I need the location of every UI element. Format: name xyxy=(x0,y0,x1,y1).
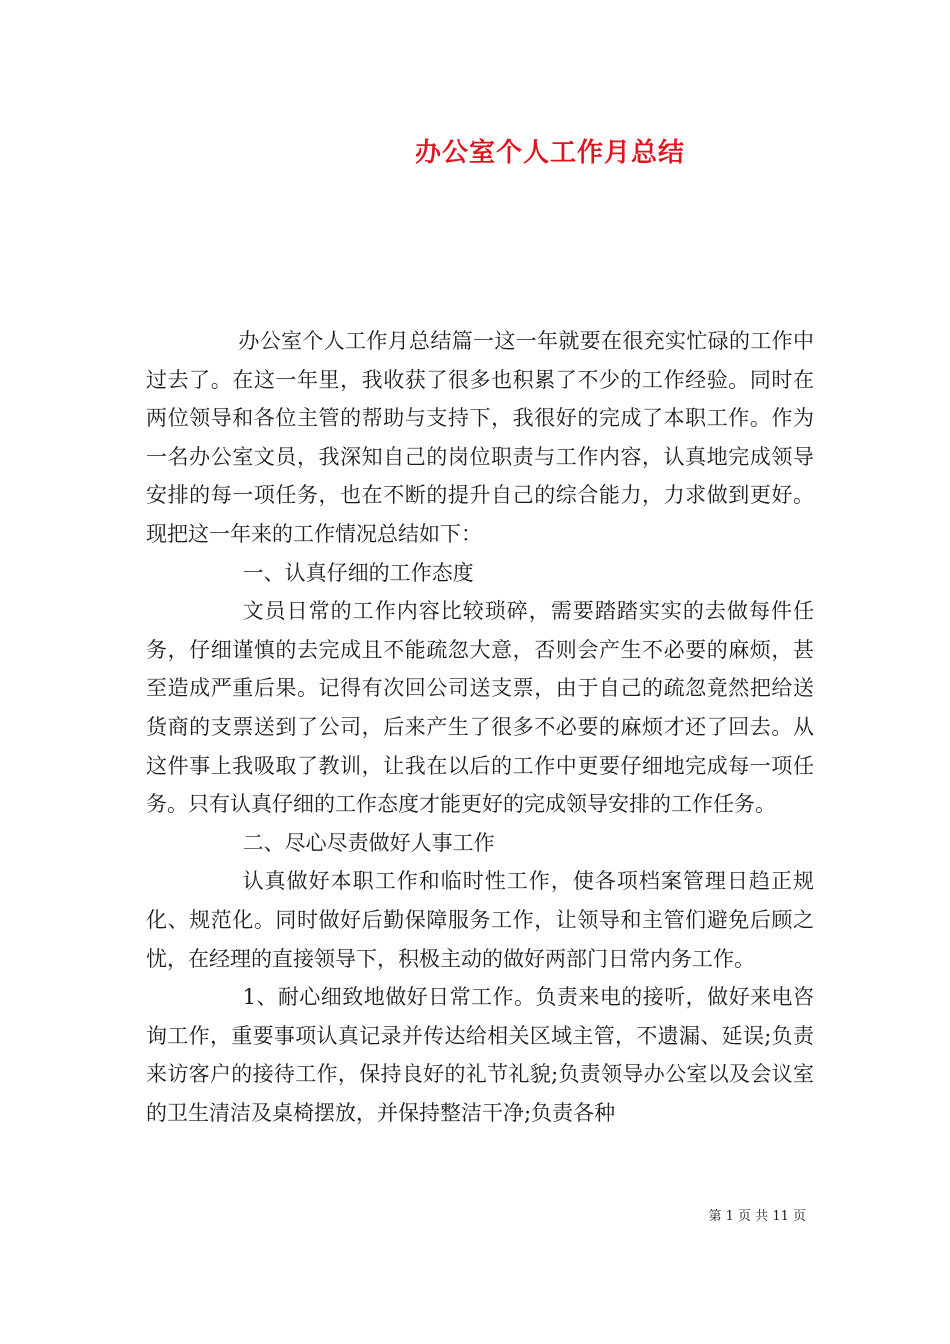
paragraph-item-1: 1、耐心细致地做好日常工作。负责来电的接听，做好来电咨询工作，重要事项认真记录并传达给相关区域主管，不遗漏、延误;负责来访客户的接待工作，保持良好的礼节礼貌;负责领导办公室以及会议室的卫生清洁及桌椅摆放，并保持整洁干净;负责各种 xyxy=(146,985,814,1125)
page-number-footer: 第 1 页 共 11 页 xyxy=(708,1209,806,1224)
document-title: 办公室个人工作月总结 xyxy=(414,138,685,168)
paragraph-section-2: 认真做好本职工作和临时性工作，使各项档案管理日趋正规化、规范化。同时做好后勤保障服务工作，让领导和主管们避免后顾之忧，在经理的直接领导下，积极主动的做好两部门日常内务工作。 xyxy=(146,869,814,971)
section-heading-1: 一、认真仔细的工作态度 xyxy=(242,560,474,585)
section-heading-2: 二、尽心尽责做好人事工作 xyxy=(242,830,495,855)
paragraph-intro: 办公室个人工作月总结篇一这一年就要在很充实忙碌的工作中过去了。在这一年里，我收获了很多也积累了不少的工作经验。同时在两位领导和各位主管的帮助与支持下，我很好的完成了本职工作。作为一名办公室文员，我深知自己的岗位职责与工作内容，认真地完成领导安排的每一项任务，也在不断的提升自己的综合能力，力求做到更好。现把这一年来的工作情况总结如下： xyxy=(146,329,814,546)
paragraph-section-1: 文员日常的工作内容比较琐碎，需要踏踏实实的去做每件任务，仔细谨慎的去完成且不能疏忽大意，否则会产生不必要的麻烦，甚至造成严重后果。记得有次回公司送支票，由于自己的疏忽竟然把给送货商的支票送到了公司，后来产生了很多不必要的麻烦才还了回去。从这件事上我吸取了教训，让我在以后的工作中更要仔细地完成每一项任务。只有认真仔细的工作态度才能更好的完成领导安排的工作任务。 xyxy=(146,599,814,817)
document-body xyxy=(146,322,814,1132)
